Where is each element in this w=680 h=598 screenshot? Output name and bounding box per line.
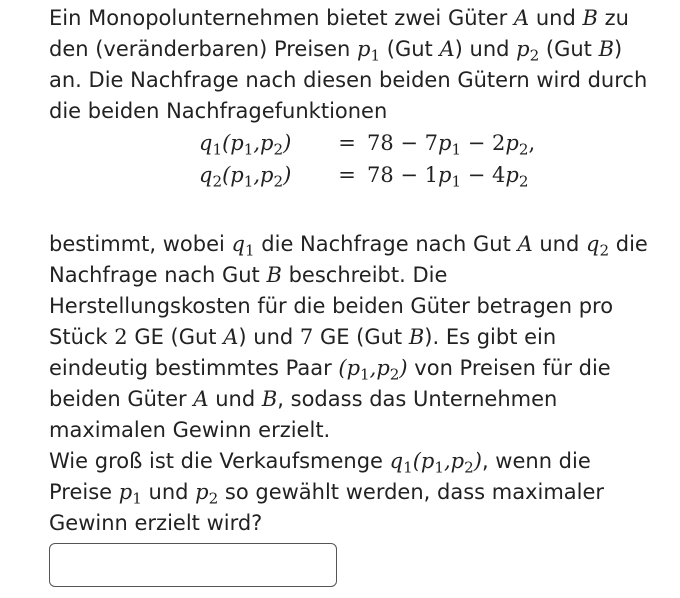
var-p1: $p_1$ bbox=[357, 37, 381, 65]
text: Ein Monopolunternehmen bietet zwei Güter bbox=[49, 6, 514, 30]
var-B: B bbox=[261, 387, 278, 411]
var-p1: $p_1$ bbox=[118, 480, 142, 508]
var-A: A bbox=[439, 37, 455, 61]
text: (Gut bbox=[539, 37, 599, 61]
var-A: A bbox=[223, 325, 239, 349]
question-text: Wie groß ist die Verkaufsmenge bbox=[49, 449, 390, 473]
var-A: A bbox=[193, 387, 209, 411]
equals-sign: = bbox=[338, 163, 356, 187]
answer-input[interactable] bbox=[49, 543, 337, 587]
var-p2: $p_2$ bbox=[516, 37, 540, 65]
var-A: A bbox=[517, 232, 533, 256]
equation-rhs: $78 - 7p_1 - 2p_2$, bbox=[367, 131, 536, 159]
text: und bbox=[529, 6, 583, 30]
equation-q2 bbox=[199, 159, 650, 191]
text: (Gut bbox=[380, 37, 440, 61]
var-q1: $q_1$ bbox=[231, 232, 255, 260]
demand-equations bbox=[49, 127, 650, 191]
text: zu den (veränderbaren) Preisen bbox=[49, 6, 629, 61]
price-pair: $(p_1,p_2)$ bbox=[338, 356, 408, 384]
equation-rhs: $78 - 1p_1 - 4p_2$ bbox=[367, 163, 529, 191]
spacer bbox=[49, 191, 650, 229]
var-p2: $p_2$ bbox=[195, 480, 219, 508]
var-A: A bbox=[513, 6, 530, 30]
equals-sign: = bbox=[338, 131, 356, 155]
var-B: B bbox=[598, 37, 615, 61]
cost-A: 2 bbox=[114, 325, 128, 349]
var-q2: $q_2$ bbox=[586, 232, 610, 260]
equation-lhs: $q_2(p_1,p_2)$ bbox=[199, 163, 292, 191]
problem-conditions: bestimmt, wobei $q_1$ die Nachfrage nach Gut A und $q_2$ die Nachfrage nach Gut B beschreibt. Die Herstellungskosten für die beiden Güter betragen pro Stück 2 GE (Gut A) und 7 GE (Gut B). Es gibt ein eindeutig bestimmtes Paar $(p_1,p_2)$ von Preisen für die beiden Güter A und B, sodass das Unternehmen maximalen Gewinn erzielt. Wie groß ist die Verkaufsmenge $q_1(p_1,p_2)$, wenn die Preise $p_1$ und $p_2$ so gewählt werden, dass maximaler Gewinn erzielt wird? bbox=[49, 232, 648, 535]
problem-intro bbox=[49, 3, 650, 127]
var-B: B bbox=[266, 263, 282, 287]
equation-lhs: $q_1(p_1,p_2)$ bbox=[199, 131, 292, 159]
text: ) an. Die Nachfrage nach diesen beiden Gütern wird durch die beiden Nachfragefunktionen bbox=[49, 37, 648, 123]
var-B: B bbox=[582, 6, 598, 30]
var-q1-of-prices: $q_1(p_1,p_2)$ bbox=[389, 449, 482, 477]
text: ) und bbox=[454, 37, 517, 61]
cost-B: 7 bbox=[299, 325, 314, 349]
equation-q1 bbox=[199, 127, 650, 159]
var-B: B bbox=[408, 325, 425, 349]
